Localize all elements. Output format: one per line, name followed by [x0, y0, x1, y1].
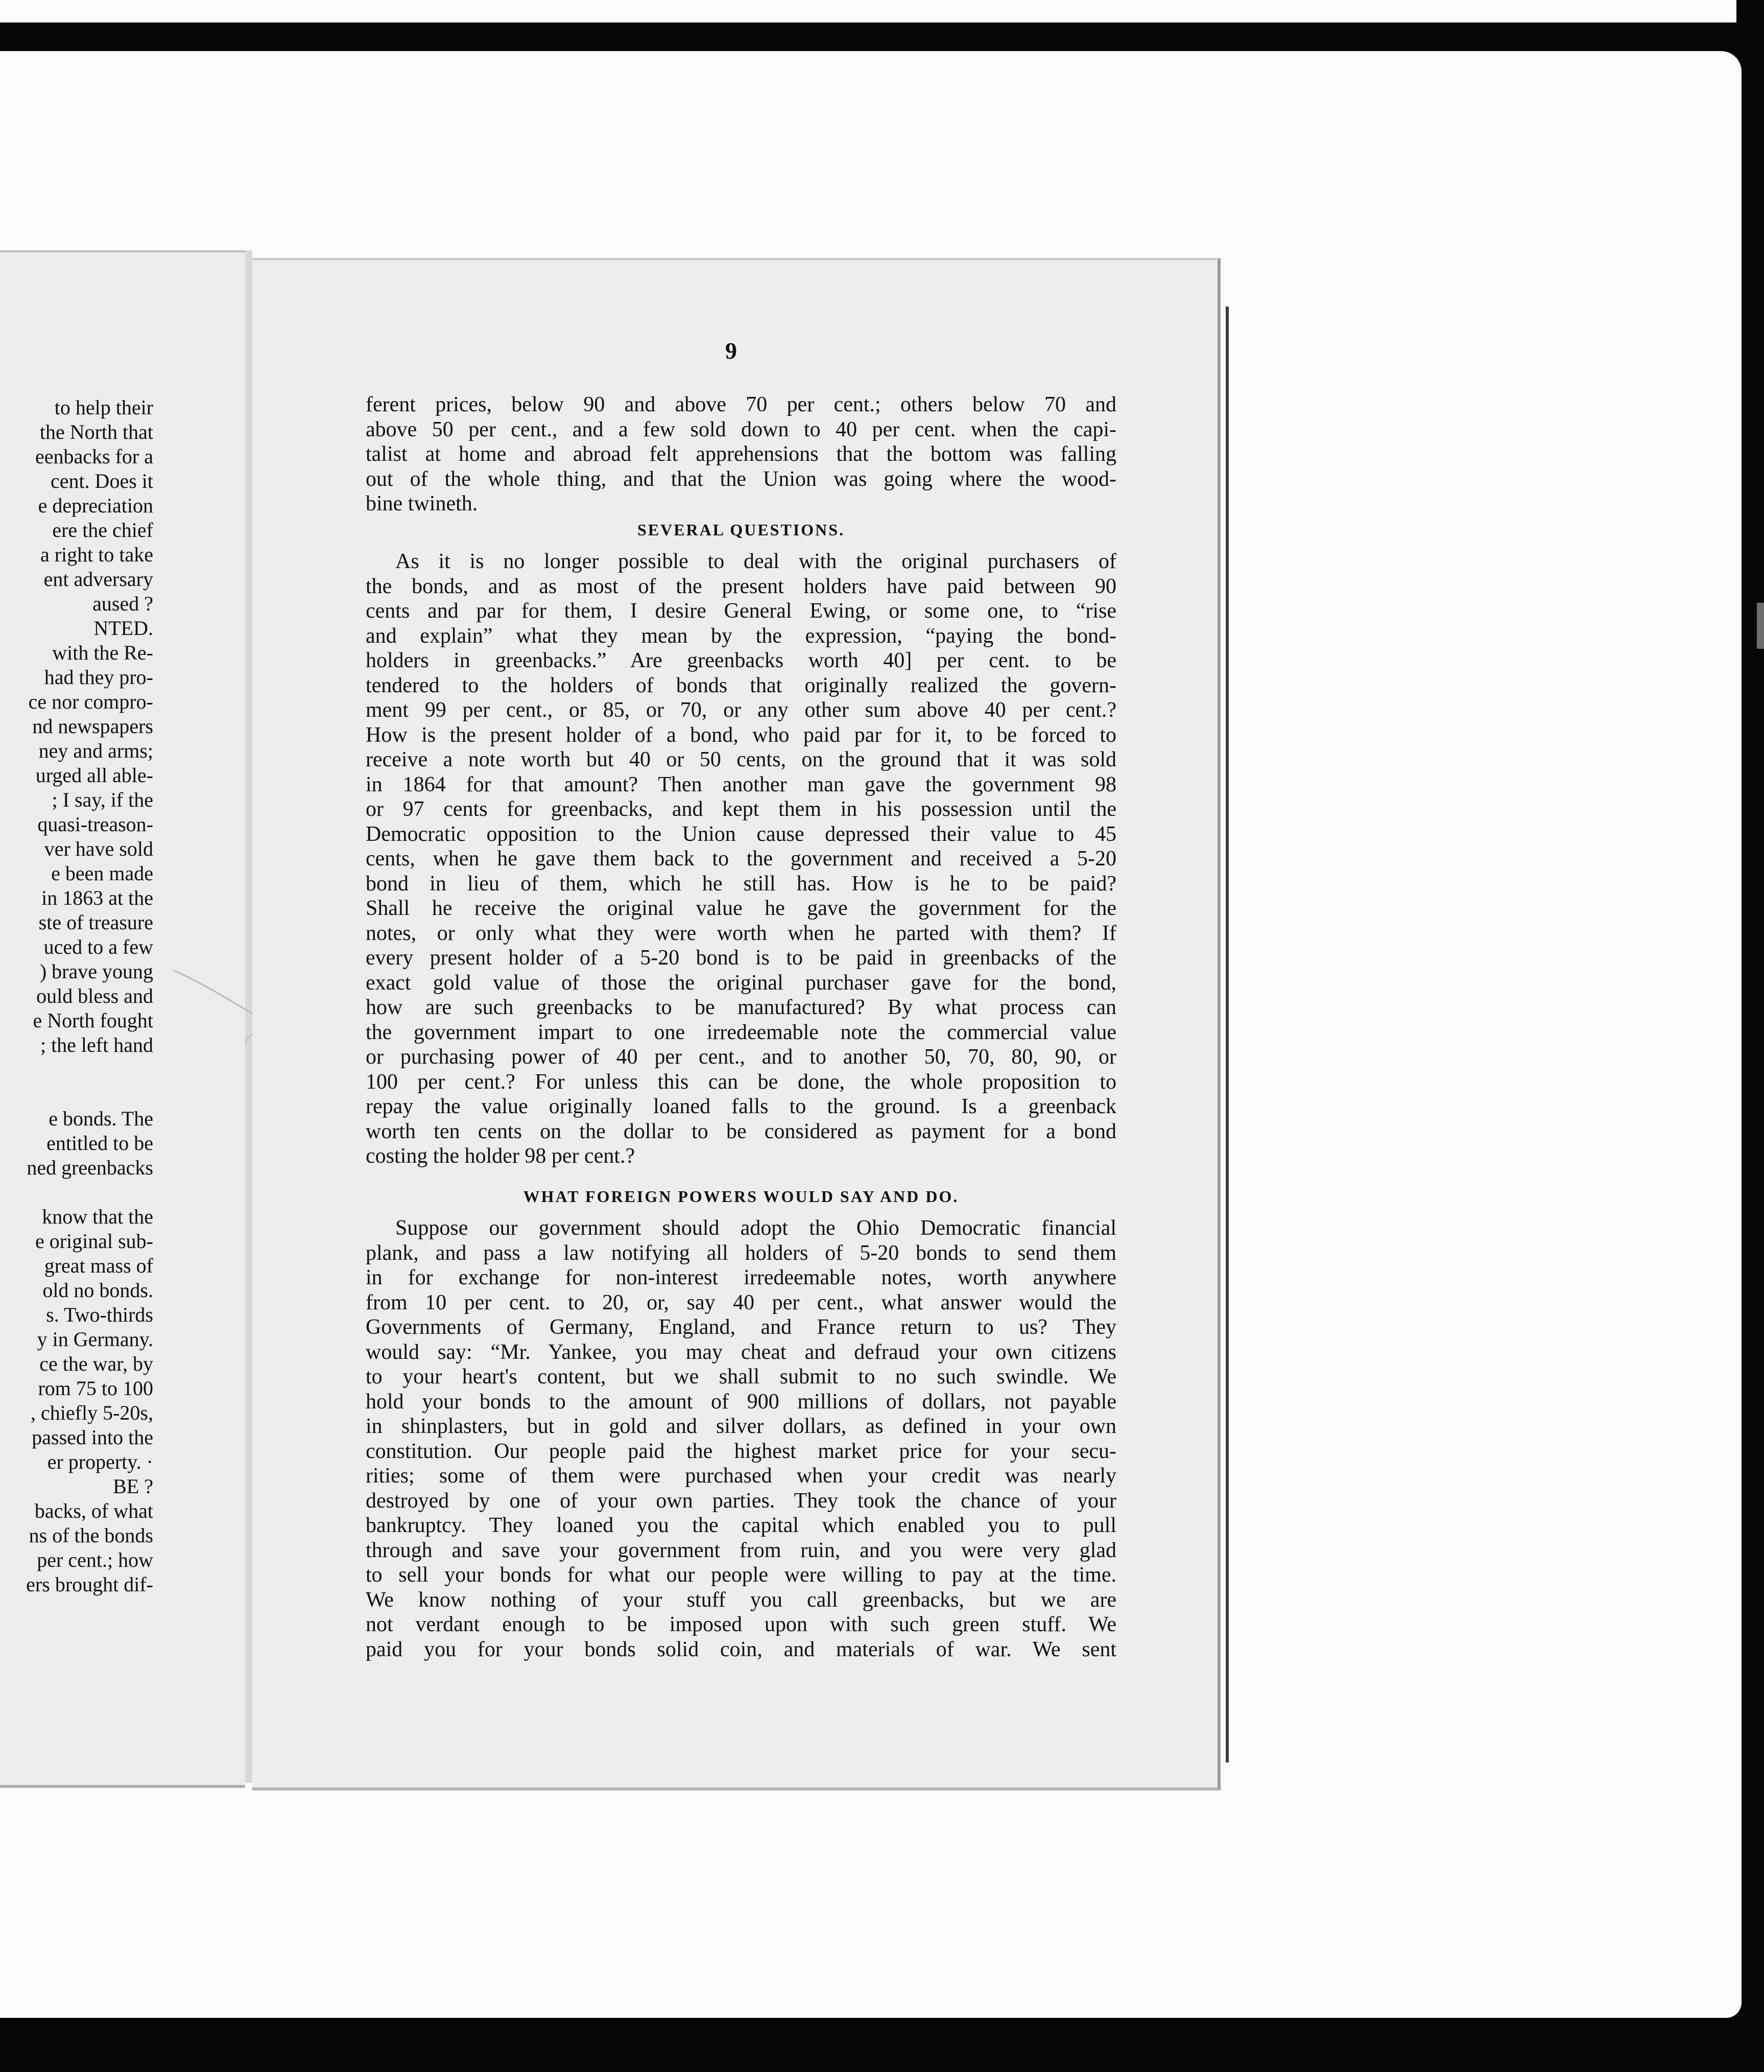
text-line: Shall he receive the original value he gave the government for the	[366, 897, 1116, 920]
page-number: 9	[725, 338, 737, 364]
text-line: 100 per cent.? For unless this can be done, the whole proposition to	[366, 1070, 1116, 1094]
text-line: in shinplasters, but in gold and silver dollars, as defined in your own	[366, 1415, 1116, 1438]
text-line: holders in greenbacks.” Are greenbacks worth 40] per cent. to be	[366, 649, 1116, 672]
left-page-line: had they pro-	[44, 666, 153, 689]
left-page-line: BE ?	[113, 1475, 153, 1498]
text-line: to sell your bonds for what our people were willing to pay at the time.	[366, 1563, 1116, 1587]
text-line: ment 99 per cent., or 85, or 70, or any other sum above 40 per cent.?	[366, 698, 1116, 722]
text-line: Democratic opposition to the Union cause depressed their value to 45	[366, 822, 1116, 846]
edge-smudge	[1757, 603, 1764, 649]
left-page-line: great mass of	[44, 1254, 153, 1277]
section-heading-foreign-powers: WHAT FOREIGN POWERS WOULD SAY AND DO.	[523, 1187, 959, 1206]
opening-paragraph	[366, 392, 1116, 516]
text-line: cents and par for them, I desire General Ewing, or some one, to “rise	[366, 599, 1116, 623]
text-line: cents, when he gave them back to the government and received a 5-20	[366, 847, 1116, 870]
text-line: how are such greenbacks to be manufactured? By what process can	[366, 996, 1116, 1019]
text-line: Governments of Germany, England, and France return to us? They	[366, 1315, 1116, 1339]
text-line: from 10 per cent. to 20, or, say 40 per cent., what answer would the	[366, 1290, 1116, 1314]
text-line: out of the whole thing, and that the Union was going where the wood-	[366, 467, 1116, 491]
text-line: notes, or only what they were worth when he parted with them? If	[366, 921, 1116, 945]
left-page-line: passed into the	[32, 1426, 153, 1449]
text-line: worth ten cents on the dollar to be considered as payment for a bond	[366, 1119, 1116, 1143]
text-line: costing the holder 98 per cent.?	[366, 1144, 635, 1168]
left-page-line: ers brought dif-	[26, 1573, 153, 1596]
text-line: Suppose our government should adopt the Ohio Democratic financial	[395, 1216, 1116, 1240]
several-questions-paragraph	[366, 549, 1116, 1169]
text-line: and explain” what they mean by the expression, “paying the bond-	[366, 624, 1116, 648]
left-page-line: ) brave young	[39, 960, 153, 983]
left-page-line: in 1863 at the	[41, 886, 153, 909]
left-page-line: ent adversary	[43, 568, 153, 591]
left-page-line: ns of the bonds	[29, 1524, 153, 1547]
left-page-line: , chiefly 5-20s,	[31, 1401, 153, 1424]
left-page-line: e original sub-	[35, 1230, 153, 1253]
left-page-line: per cent.; how	[37, 1548, 153, 1571]
foreign-powers-paragraph	[366, 1216, 1116, 1662]
right-page-edge	[1226, 307, 1229, 1762]
text-line: constitution. Our people paid the highest market price for your secu-	[366, 1439, 1116, 1463]
left-page-line: know that the	[42, 1205, 153, 1228]
left-page-line: ce the war, by	[39, 1352, 153, 1375]
text-line: above 50 per cent., and a few sold down to 40 per cent. when the capi-	[366, 417, 1116, 441]
left-page-line: quasi-treason-	[37, 813, 153, 836]
text-line: receive a note worth but 40 or 50 cents, on the ground that it was sold	[366, 748, 1116, 771]
text-line: not verdant enough to be imposed upon with such green stuff. We	[366, 1613, 1116, 1636]
text-line: bine twineth.	[366, 492, 478, 515]
text-line: or purchasing power of 40 per cent., and to another 50, 70, 80, 90, or	[366, 1045, 1116, 1069]
text-line: paid you for your bonds solid coin, and materials of war. We sent	[366, 1637, 1116, 1661]
left-page-line: e depreciation	[38, 494, 153, 517]
text-line: rities; some of them were purchased when your credit was nearly	[366, 1464, 1116, 1488]
left-page-line: ste of treasure	[38, 911, 153, 934]
left-page-line: ; I say, if the	[52, 788, 153, 811]
left-page-line: s. Two-thirds	[46, 1303, 153, 1326]
left-page-line: backs, of what	[34, 1499, 153, 1522]
left-page-line: to help their	[54, 396, 153, 419]
left-page-line	[0, 1082, 153, 1106]
left-page-line: ned greenbacks	[27, 1156, 153, 1179]
left-page-line: uced to a few	[43, 935, 153, 958]
left-page-line: ver have sold	[44, 837, 153, 860]
text-line: How is the present holder of a bond, who paid par for it, to be forced to	[366, 723, 1116, 747]
left-page-line: entitled to be	[46, 1132, 153, 1155]
text-line: hold your bonds to the amount of 900 millions of dollars, not payable	[366, 1390, 1116, 1414]
text-line: destroyed by one of your own parties. They took the chance of your	[366, 1489, 1116, 1513]
left-page-line: e been made	[51, 862, 153, 885]
left-page-line: ney and arms;	[38, 739, 153, 762]
text-line: through and save your government from ruin, and you were very glad	[366, 1538, 1116, 1562]
left-page-line: the North that	[39, 420, 153, 443]
top-paper-strip	[0, 0, 1736, 22]
text-line: plank, and pass a law notifying all holders of 5-20 bonds to send them	[366, 1241, 1116, 1265]
left-page-line	[0, 1057, 153, 1082]
text-line: would say: “Mr. Yankee, you may cheat and defraud your own citizens	[366, 1340, 1116, 1364]
text-line: or 97 cents for greenbacks, and kept them in his possession until the	[366, 797, 1116, 821]
left-page-line: urged all able-	[35, 764, 153, 787]
left-page-line: old no bonds.	[42, 1279, 153, 1302]
left-page-line: cent. Does it	[50, 469, 153, 492]
left-page-line: ce nor compro-	[28, 690, 153, 713]
text-line: ferent prices, below 90 and above 70 per cent.; others below 70 and	[366, 393, 1116, 416]
left-page-line: y in Germany.	[37, 1328, 153, 1351]
left-page-line: with the Re-	[52, 641, 153, 664]
left-page-line: a right to take	[40, 543, 153, 566]
left-page-line: NTED.	[93, 617, 153, 640]
left-page-line: ere the chief	[52, 519, 153, 541]
text-line: in 1864 for that amount? Then another man gave the government 98	[366, 772, 1116, 796]
text-line: bond in lieu of them, which he still has. How is he to be paid?	[366, 872, 1116, 896]
section-heading-several-questions: SEVERAL QUESTIONS.	[637, 520, 845, 539]
text-line: the government impart to one irredeemable note the commercial value	[366, 1020, 1116, 1044]
left-page-line: aused ?	[92, 592, 153, 615]
text-line: As it is no longer possible to deal with the original purchasers of	[395, 550, 1116, 573]
left-page-line: nd newspapers	[32, 715, 153, 738]
left-page-line: e North fought	[33, 1009, 153, 1032]
text-line: talist at home and abroad felt apprehensions that the bottom was falling	[366, 442, 1116, 466]
text-line: exact gold value of those the original purchaser gave for the bond,	[366, 971, 1116, 995]
left-page-line: ; the left hand	[40, 1033, 153, 1056]
left-page-line: ould bless and	[36, 984, 153, 1007]
text-line: tendered to the holders of bonds that originally realized the govern-	[366, 673, 1116, 697]
text-line: repay the value originally loaned falls to the ground. Is a greenback	[366, 1095, 1116, 1118]
left-page-text	[0, 395, 153, 1597]
left-page-line	[0, 1180, 153, 1205]
text-line: every present holder of a 5-20 bond is to be paid in greenbacks of the	[366, 946, 1116, 970]
text-line: bankruptcy. They loaned you the capital which enabled you to pull	[366, 1514, 1116, 1537]
left-page-line: e bonds. The	[49, 1107, 153, 1130]
left-page-line: er property. ·	[47, 1450, 153, 1473]
text-line: the bonds, and as most of the present holders have paid between 90	[366, 574, 1116, 598]
text-line: in for exchange for non-interest irredeemable notes, worth anywhere	[366, 1266, 1116, 1289]
left-page-line: eenbacks for a	[35, 445, 153, 468]
left-page-line: rom 75 to 100	[38, 1377, 153, 1400]
page-body-text	[366, 392, 1116, 1662]
text-line: to your heart's content, but we shall submit to no such swindle. We	[366, 1365, 1116, 1388]
text-line: We know nothing of your stuff you call greenbacks, but we are	[366, 1588, 1116, 1612]
